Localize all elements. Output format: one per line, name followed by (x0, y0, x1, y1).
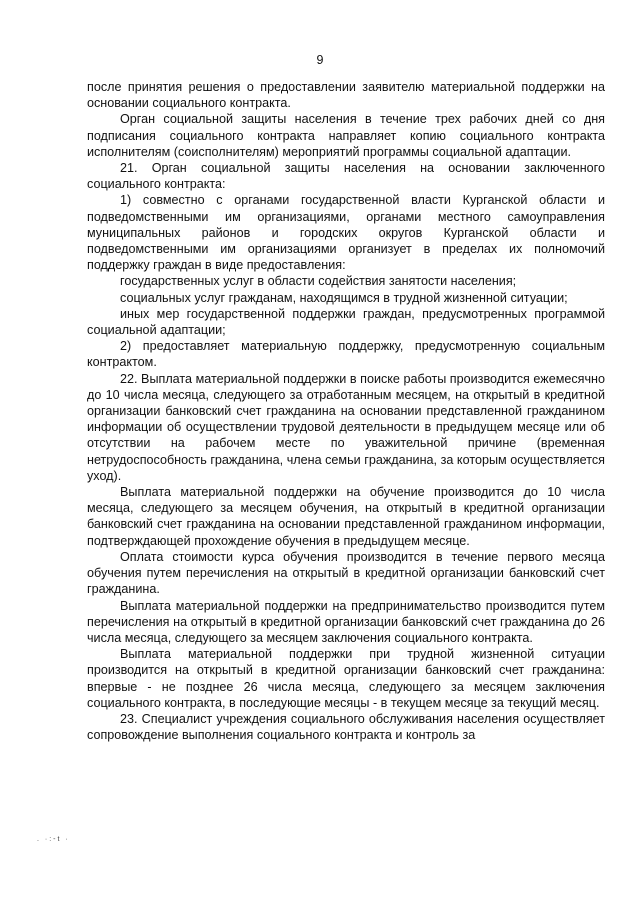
paragraph: Выплата материальной поддержки на обучение производится до 10 числа месяца, следующего за месяцем обучения, на открытый в кредитной организации банковский счет гражданина на основании представленной гражданином информации, подтверждающей прохождение обучения в предыдущем месяце. (87, 485, 605, 548)
paragraph: социальных услуг гражданам, находящимся в трудной жизненной ситуации; (120, 290, 568, 305)
paragraph: 23. Специалист учреждения социального обслуживания населения осуществляет сопровождение выполнения социального контракта и контроль за (87, 711, 605, 743)
paragraph: Выплата материальной поддержки на предпринимательство производится путем перечисления на открытый в кредитной организации банковский счет гражданина до 26 числа месяца, следующего за месяцем заключения социального контракта. (87, 598, 605, 645)
scan-margin-marks: . ·:-t · (37, 836, 70, 843)
page-number: 9 (316, 53, 324, 67)
paragraph: иных мер государственной поддержки граждан, предусмотренных программой социальной адаптации; (87, 306, 605, 338)
paragraph: Орган социальной защиты населения в течение трех рабочих дней со дня подписания социального контракта направляет копию социального контракта исполнителям (соисполнителям) мероприятий программы социальной адаптации. (87, 112, 605, 159)
paragraph: после принятия решения о предоставлении заявителю материальной поддержки на основании социального контракта. (87, 80, 605, 111)
document-body (87, 79, 605, 743)
paragraph: 21. Орган социальной защиты населения на основании заключенного социального контракта: (87, 161, 605, 192)
paragraph: 1) совместно с органами государственной власти Курганской области и подведомственными им организациями, органами местного самоуправления муниципальных районов и городских округов Курганской области и подведомственными им организациями организует в пределах их полномочий поддержку граждан в виде предоставления: (87, 193, 605, 273)
paragraph: 22. Выплата материальной поддержки в поиске работы производится ежемесячно до 10 числа месяца, следующего за отработанным месяцем, на открытый в кредитной организации банковский счет гражданина на основании представленной гражданином информации об осуществлении трудовой деятельности в предыдущем месяце или об отсутствии на рабочем месте по уважительной причине (временная нетрудоспособность гражданина, члена семьи гражданина, за которым осуществляется уход). (87, 371, 605, 483)
paragraph: государственных услуг в области содействия занятости населения; (120, 274, 517, 289)
paragraph: Оплата стоимости курса обучения производится в течение первого месяца обучения путем перечисления на открытый в кредитной организации банковский счет гражданина. (87, 549, 605, 597)
paragraph: 2) предоставляет материальную поддержку, предусмотренную социальным контрактом. (87, 339, 605, 370)
paragraph: Выплата материальной поддержки при трудной жизненной ситуации производится на открытый в кредитной организации банковский счет гражданина: впервые - не позднее 26 числа месяца, следующего за месяцем заключения социального контракта, в последующие месяцы - в текущем месяце за текущий месяц. (87, 647, 605, 710)
